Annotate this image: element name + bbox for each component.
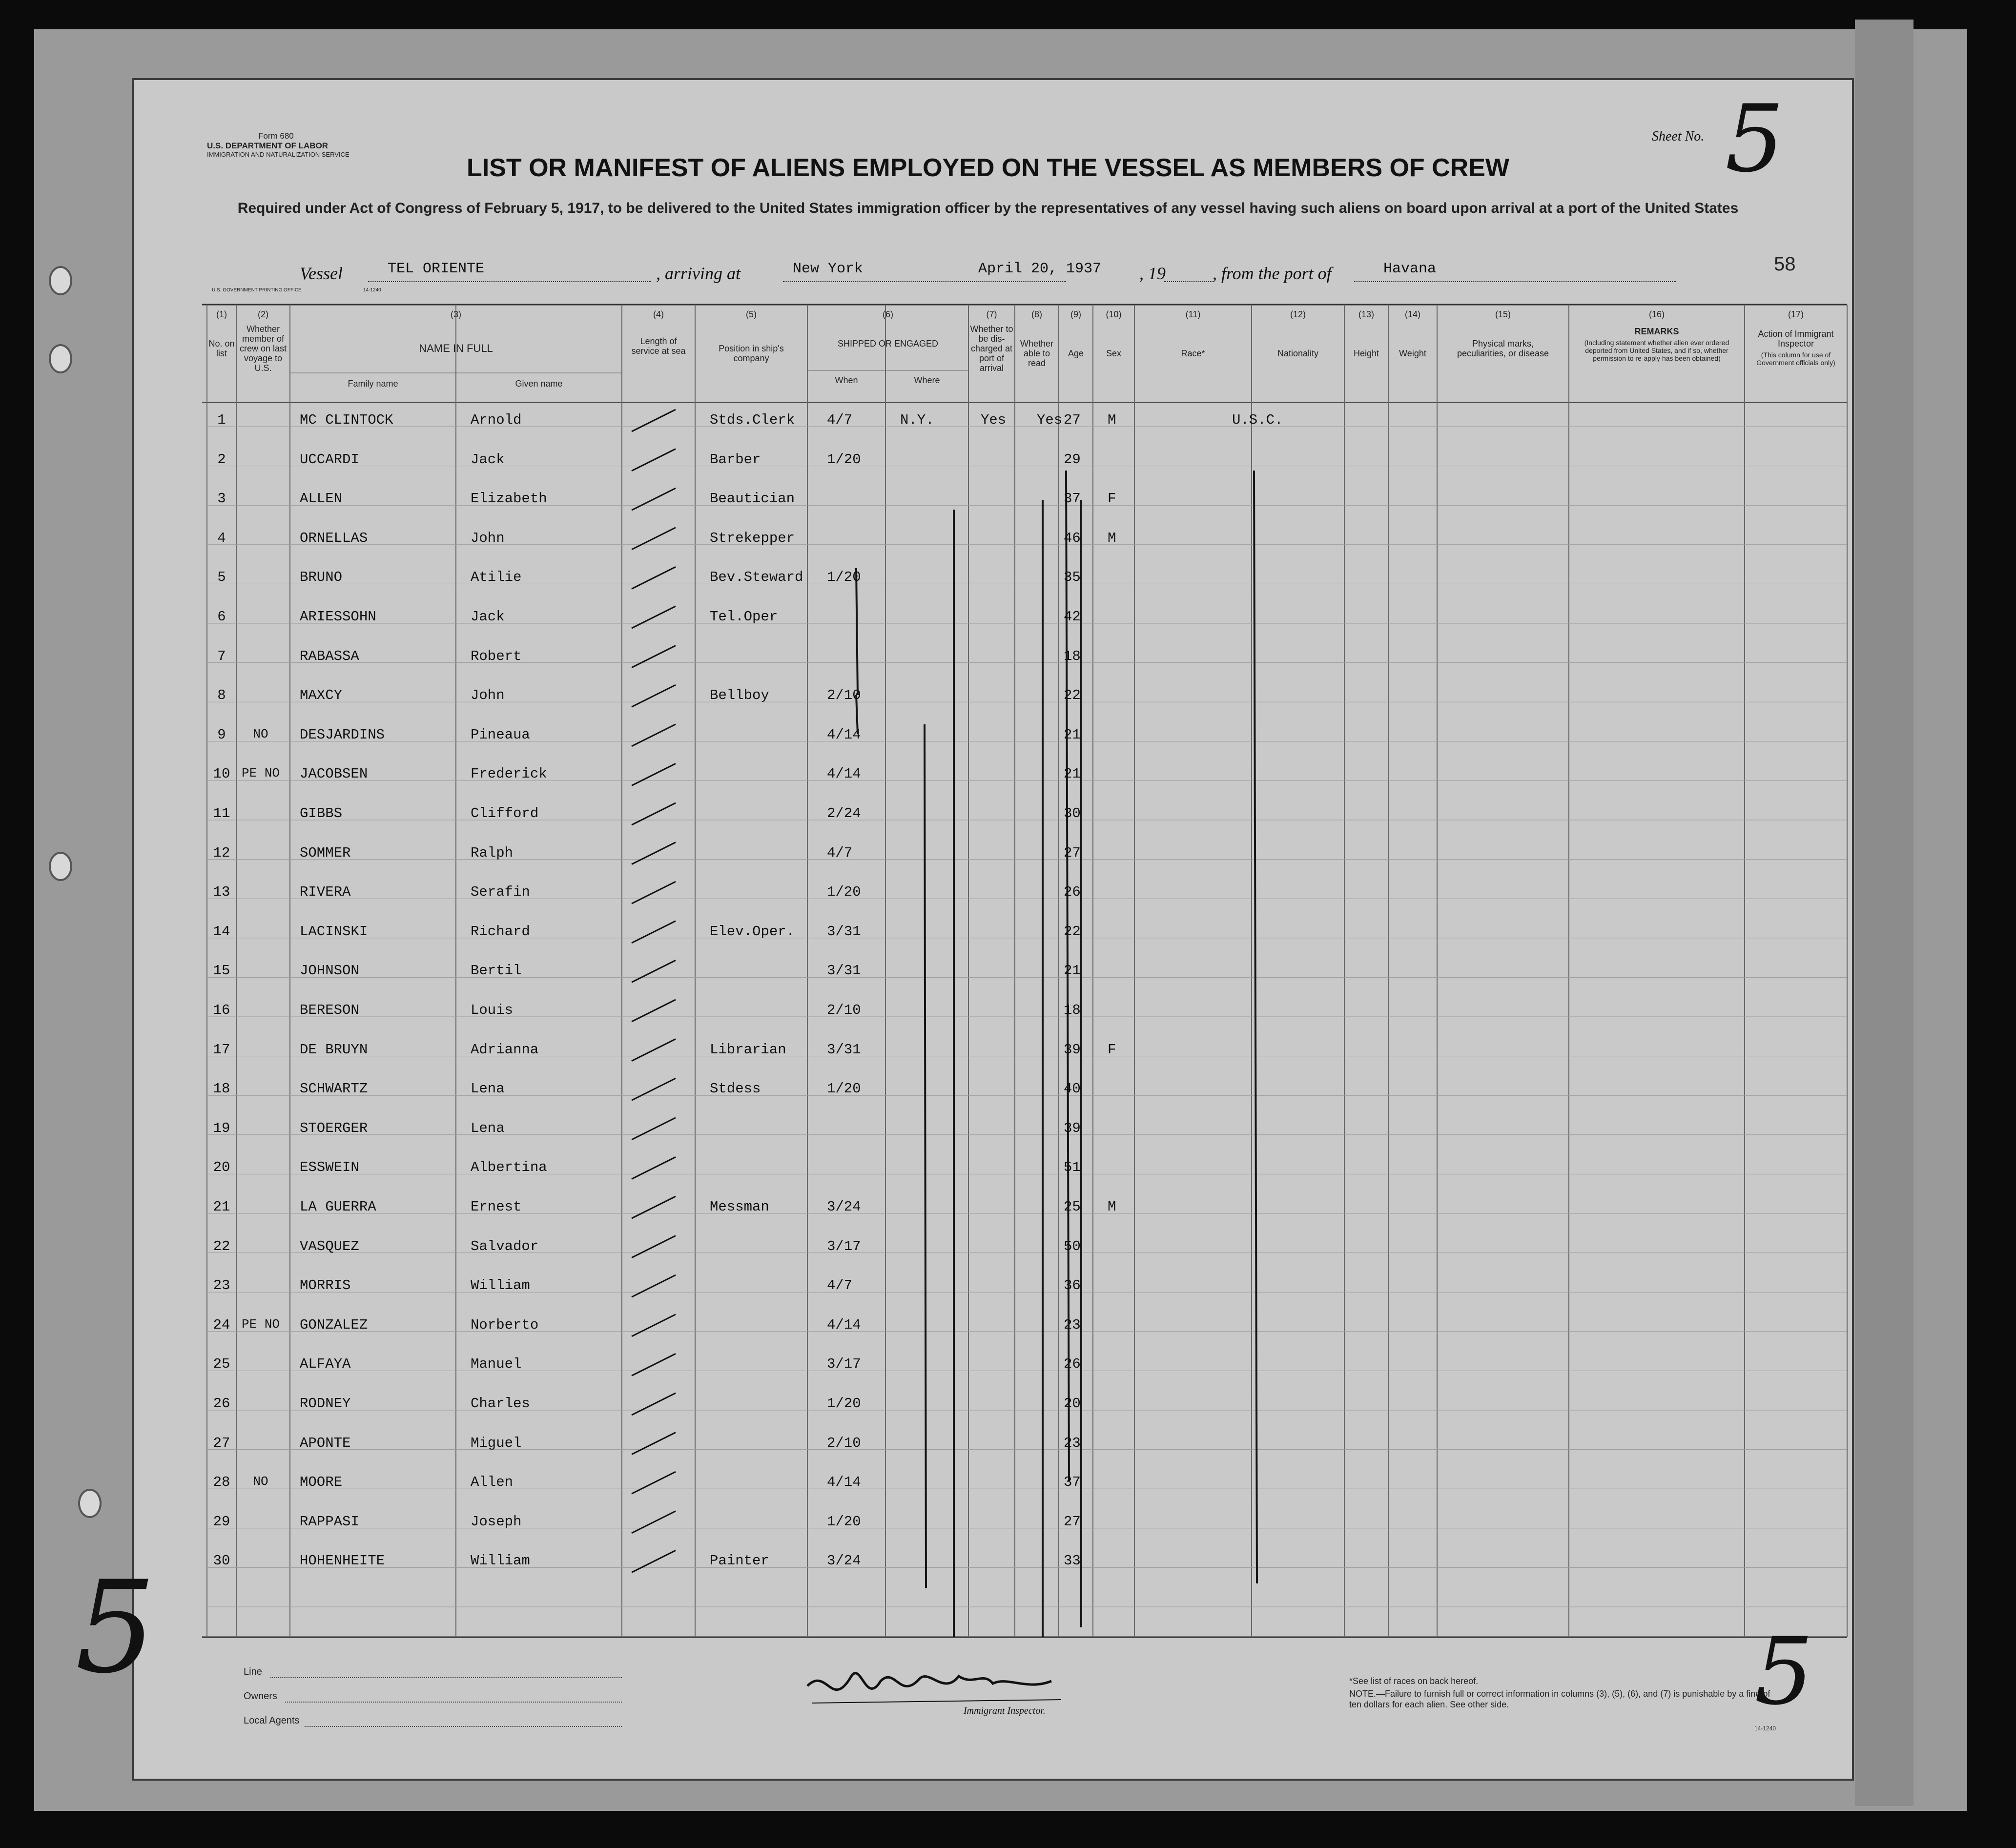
cell-discharged: Yes (981, 412, 1007, 428)
cell-age: 29 (1064, 451, 1081, 468)
vessel-label: Vessel (300, 264, 343, 283)
col3-family: Family name (348, 379, 398, 389)
cell-when: 3/24 (827, 1199, 861, 1215)
penalty-note: NOTE.—Failure to furnish full or correct information in columns (3), (5), (6), and (7) is punishable by a fine of ten dollars for each alien. See other side. (1349, 1689, 1770, 1709)
cell-when: 3/24 (827, 1553, 861, 1569)
service-length-mark (632, 606, 676, 628)
service-length-mark (632, 882, 676, 903)
col11-label: Race* (1181, 349, 1205, 358)
cell-age: 33 (1064, 1553, 1081, 1569)
cell-when: 4/14 (827, 1316, 861, 1333)
manifest-sheet (75, 78, 1854, 1781)
cell-when: 4/7 (827, 412, 853, 428)
cell-no: 22 (213, 1238, 230, 1254)
col1-num: (1) (216, 309, 227, 319)
owners-label: Owners (244, 1691, 277, 1702)
cell-given: Elizabeth (471, 491, 547, 507)
sheet-label: Sheet No. (1652, 129, 1705, 144)
cell-when: 1/20 (827, 451, 861, 468)
service-length-mark (632, 803, 676, 825)
cell-family: DESJARDINS (300, 726, 385, 743)
cell-prev: NO (253, 1474, 268, 1489)
cell-family: BERESON (300, 1002, 359, 1018)
cell-position: Elev.Oper. (710, 923, 795, 940)
cell-age: 23 (1064, 1435, 1081, 1451)
cell-prev: NO (253, 726, 268, 741)
cell-when: 3/31 (827, 923, 861, 940)
footer-print-code: 14-1240 (1754, 1725, 1776, 1732)
cell-position: Tel.Oper (710, 609, 778, 625)
cell-given: Bertil (471, 963, 522, 979)
cell-when: 3/31 (827, 963, 861, 979)
cell-age: 37 (1064, 1474, 1081, 1491)
year-label: , 19 (1139, 264, 1166, 283)
service-length-mark (632, 567, 676, 589)
cell-no: 21 (213, 1199, 230, 1215)
service-length-mark (632, 1236, 676, 1258)
service-length-mark (632, 724, 676, 746)
binder-hole (49, 266, 72, 295)
cell-no: 16 (213, 1002, 230, 1018)
cell-family: VASQUEZ (300, 1238, 359, 1254)
line-label: Line (244, 1666, 262, 1677)
service-length-mark (632, 685, 676, 707)
arrival-date: April 20, 1937 (978, 261, 1102, 277)
col3-given: Given name (515, 379, 563, 389)
col9-label: Age (1068, 349, 1084, 358)
cell-no: 25 (213, 1356, 230, 1373)
service-length-mark (632, 449, 676, 471)
page-number: 58 (1774, 253, 1796, 275)
service-length-mark (632, 488, 676, 510)
cell-given: Miguel (471, 1435, 522, 1451)
service-length-mark (632, 1314, 676, 1336)
cell-age: 18 (1064, 648, 1081, 664)
col7-num: (7) (986, 309, 997, 319)
cell-age: 46 (1064, 530, 1081, 546)
cell-age: 50 (1064, 1238, 1081, 1254)
cell-when: 4/14 (827, 726, 861, 743)
service-length-mark (632, 1196, 676, 1218)
cell-age: 26 (1064, 1356, 1081, 1373)
cell-age: 23 (1064, 1316, 1081, 1333)
cell-family: HOHENHEITE (300, 1553, 385, 1569)
agents-underline (305, 1726, 622, 1727)
cell-given: Serafin (471, 884, 530, 901)
cell-family: ESSWEIN (300, 1159, 359, 1176)
cell-position: Beautician (710, 491, 795, 507)
cell-family: LA GUERRA (300, 1199, 376, 1215)
cell-position: Stdess (710, 1081, 761, 1097)
cell-age: 40 (1064, 1081, 1081, 1097)
cell-age: 27 (1064, 844, 1081, 861)
cell-family: UCCARDI (300, 451, 359, 468)
col4-num: (4) (653, 309, 664, 319)
cell-family: ORNELLAS (300, 530, 368, 546)
cell-given: Ernest (471, 1199, 522, 1215)
cell-no: 12 (213, 844, 230, 861)
cell-no: 17 (213, 1041, 230, 1058)
cell-sex: F (1108, 491, 1116, 507)
races-note: *See list of races on back hereof. (1349, 1676, 1479, 1686)
col14-label: Weight (1399, 349, 1426, 358)
form-subtitle: Required under Act of Congress of February 5, 1917, to be delivered to the United States immigration officer by the representatives of any vessel having such aliens on board upon arrival at a port of the United States (237, 200, 1739, 216)
cell-when: 2/10 (827, 687, 861, 704)
cell-no: 13 (213, 884, 230, 901)
cell-read: Yes (1037, 412, 1063, 428)
ditto-stroke (1254, 471, 1257, 1583)
cell-position: Librarian (710, 1041, 786, 1058)
col7-label: Whether to be dis-charged at port of arrival (970, 324, 1013, 373)
cell-family: ALLEN (300, 491, 343, 507)
col17-num: (17) (1788, 309, 1804, 319)
col3-num: (3) (451, 309, 461, 319)
cell-no: 28 (213, 1474, 230, 1491)
cell-age: 27 (1064, 412, 1081, 428)
cell-no: 19 (213, 1120, 230, 1136)
cell-given: Allen (471, 1474, 514, 1491)
cell-family: GIBBS (300, 805, 343, 821)
cell-family: ARIESSOHN (300, 609, 376, 625)
cell-given: Norberto (471, 1316, 539, 1333)
service-length-mark (632, 921, 676, 943)
cell-age: 25 (1064, 1199, 1081, 1215)
cell-no: 7 (217, 648, 226, 664)
arriving-port: New York (793, 261, 864, 277)
cell-given: Manuel (471, 1356, 522, 1373)
cell-age: 42 (1064, 609, 1081, 625)
cell-no: 11 (213, 805, 230, 821)
cell-given: Clifford (471, 805, 539, 821)
col10-num: (10) (1106, 309, 1122, 319)
binder-hole (49, 852, 72, 881)
col2-num: (2) (258, 309, 268, 319)
col13-num: (13) (1358, 309, 1374, 319)
cell-when: 1/20 (827, 569, 861, 586)
cell-when: 4/7 (827, 1277, 853, 1294)
col6-label: SHIPPED OR ENGAGED (837, 339, 939, 349)
cell-family: GONZALEZ (300, 1316, 368, 1333)
cell-given: Albertina (471, 1159, 547, 1176)
cell-family: MOORE (300, 1474, 343, 1491)
cell-given: Louis (471, 1002, 514, 1018)
service-length-mark (632, 1157, 676, 1179)
cell-position: Painter (710, 1553, 769, 1569)
col17-note: (This column for use of Government officials only) (1756, 351, 1835, 367)
owners-underline (285, 1702, 622, 1703)
col11-num: (11) (1185, 309, 1201, 319)
cell-when: 2/10 (827, 1002, 861, 1018)
cell-no: 14 (213, 923, 230, 940)
col5-label: Position in ship's company (719, 344, 784, 363)
service-length-mark (632, 1550, 676, 1572)
agents-label: Local Agents (244, 1715, 300, 1726)
service-length-mark (632, 763, 676, 785)
cell-age: 27 (1064, 1513, 1081, 1530)
cell-when: 1/20 (827, 1396, 861, 1412)
ditto-stroke (925, 724, 926, 1588)
cell-family: JACOBSEN (300, 766, 368, 782)
service-length-mark (632, 960, 676, 982)
cell-family: ALFAYA (300, 1356, 351, 1373)
cell-where: N.Y. (900, 412, 934, 428)
cell-no: 15 (213, 963, 230, 979)
cell-when: 4/14 (827, 766, 861, 782)
col4-label: Length of service at sea (631, 336, 686, 356)
bottom-sheet-number: 5 (1754, 1618, 1813, 1725)
cell-given: Arnold (471, 412, 522, 428)
cell-no: 23 (213, 1277, 230, 1294)
col8-num: (8) (1031, 309, 1042, 319)
cell-given: William (471, 1553, 530, 1569)
cell-family: MC CLINTOCK (300, 412, 393, 428)
cell-given: Joseph (471, 1513, 522, 1530)
form-print-code: 14-1240 (363, 287, 381, 293)
cell-when: 1/20 (827, 1081, 861, 1097)
cell-prev: PE NO (241, 1316, 280, 1332)
cell-age: 22 (1064, 687, 1081, 704)
cell-family: MORRIS (300, 1277, 351, 1294)
cell-sex: M (1108, 530, 1116, 546)
cell-family: RODNEY (300, 1396, 351, 1412)
printing-office: U.S. GOVERNMENT PRINTING OFFICE (212, 287, 302, 293)
cell-family: LACINSKI (300, 923, 368, 940)
inspector-label: Immigrant Inspector. (964, 1705, 1046, 1716)
col15-num: (15) (1495, 309, 1511, 319)
col1-label: No. on list (208, 339, 235, 358)
col5-num: (5) (746, 309, 757, 319)
department: U.S. DEPARTMENT OF LABOR (207, 141, 329, 150)
cell-age: 35 (1064, 569, 1081, 586)
cell-given: John (471, 530, 505, 546)
col6-when: When (835, 375, 858, 385)
paper-edge (1855, 20, 1913, 1806)
from-port: Havana (1383, 261, 1437, 277)
service-length-mark (632, 528, 676, 550)
cell-given: Robert (471, 648, 522, 664)
service-length-mark (632, 1118, 676, 1140)
cell-family: BRUNO (300, 569, 343, 586)
cell-age: 39 (1064, 1120, 1081, 1136)
cell-family: JOHNSON (300, 963, 359, 979)
cell-position: Stds.Clerk (710, 412, 795, 428)
cell-position: Bellboy (710, 687, 769, 704)
cell-given: Richard (471, 923, 530, 940)
cell-when: 2/10 (827, 1435, 861, 1451)
cell-when: 3/31 (827, 1041, 861, 1058)
service-length-mark (632, 1039, 676, 1061)
cell-position: Barber (710, 451, 761, 468)
cell-no: 1 (217, 412, 226, 428)
col17-label: Action of Immigrant Inspector (1758, 329, 1834, 349)
col12-num: (12) (1290, 309, 1306, 319)
cell-position: Messman (710, 1199, 769, 1215)
cell-sex: M (1108, 412, 1116, 428)
service-length-mark (632, 410, 676, 431)
service-length-mark (632, 1354, 676, 1376)
cell-age: 21 (1064, 726, 1081, 743)
from-label: , from the port of (1213, 264, 1332, 283)
cell-age: 30 (1064, 805, 1081, 821)
service-length-mark (632, 1433, 676, 1455)
cell-given: Atilie (471, 569, 522, 586)
margin-number: 5 (75, 1554, 156, 1702)
cell-family: STOERGER (300, 1120, 368, 1136)
cell-sex: F (1108, 1041, 1116, 1058)
service-length-mark (632, 1472, 676, 1494)
cell-age: 51 (1064, 1159, 1081, 1176)
service: IMMIGRATION AND NATURALIZATION SERVICE (207, 151, 350, 158)
cell-age: 39 (1064, 1041, 1081, 1058)
cell-family: RABASSA (300, 648, 359, 664)
cell-no: 2 (217, 451, 226, 468)
cell-family: APONTE (300, 1435, 351, 1451)
cell-no: 10 (213, 766, 230, 782)
cell-family: RIVERA (300, 884, 351, 901)
cell-when: 3/17 (827, 1238, 861, 1254)
cell-when: 4/14 (827, 1474, 861, 1491)
cell-given: Jack (471, 609, 505, 625)
cell-no: 27 (213, 1435, 230, 1451)
ditto-stroke (856, 568, 858, 695)
col8-label: Whether able to read (1020, 339, 1054, 368)
cell-when: 1/20 (827, 884, 861, 901)
cell-position: Strekepper (710, 530, 795, 546)
cell-given: Ralph (471, 844, 514, 861)
service-length-mark (632, 842, 676, 864)
service-length-mark (632, 1511, 676, 1533)
cell-family: SOMMER (300, 844, 351, 861)
cell-age: 26 (1064, 884, 1081, 901)
col6-num: (6) (883, 309, 893, 319)
cell-no: 29 (213, 1513, 230, 1530)
col9-num: (9) (1070, 309, 1081, 319)
arriving-label: , arriving at (656, 264, 741, 283)
service-length-mark (632, 1393, 676, 1415)
service-length-mark (632, 646, 676, 668)
cell-no: 24 (213, 1316, 230, 1333)
col16-note: (Including statement whether alien ever ordered deported from United States, and if so, whether permission to re-apply has been obtained) (1584, 339, 1729, 362)
cell-no: 9 (217, 726, 226, 743)
cell-when: 4/7 (827, 844, 853, 861)
cell-no: 18 (213, 1081, 230, 1097)
cell-given: Adrianna (471, 1041, 539, 1058)
cell-given: Jack (471, 451, 505, 468)
cell-given: Lena (471, 1081, 505, 1097)
col3-label: NAME IN FULL (419, 342, 493, 354)
cell-no: 20 (213, 1159, 230, 1176)
cell-age: 36 (1064, 1277, 1081, 1294)
cell-given: Pineaua (471, 726, 530, 743)
cell-family: SCHWARTZ (300, 1081, 368, 1097)
form-number: Form 680 (258, 131, 294, 141)
cell-given: Charles (471, 1396, 530, 1412)
service-length-mark (632, 1000, 676, 1022)
cell-age: 18 (1064, 1002, 1081, 1018)
cell-age: 37 (1064, 491, 1081, 507)
col13-label: Height (1353, 349, 1379, 358)
cell-family: MAXCY (300, 687, 343, 704)
cell-no: 5 (217, 569, 226, 586)
vessel-name: TEL ORIENTE (388, 261, 485, 277)
cell-sex: M (1108, 1199, 1116, 1215)
service-length-mark (632, 1275, 676, 1297)
cell-family: RAPPASI (300, 1513, 359, 1530)
col16-label: REMARKS (1634, 327, 1679, 336)
cell-no: 8 (217, 687, 226, 704)
cell-nationality: U.S.C. (1232, 412, 1283, 428)
cell-age: 21 (1064, 963, 1081, 979)
cell-position: Bev.Steward (710, 569, 803, 586)
cell-no: 3 (217, 491, 226, 507)
cell-age: 20 (1064, 1396, 1081, 1412)
cell-when: 3/17 (827, 1356, 861, 1373)
col10-label: Sex (1106, 349, 1122, 358)
cell-no: 26 (213, 1396, 230, 1412)
cell-age: 21 (1064, 766, 1081, 782)
col16-num: (16) (1648, 309, 1665, 319)
cell-no: 6 (217, 609, 226, 625)
binder-hole (78, 1489, 102, 1518)
cell-no: 30 (213, 1553, 230, 1569)
cell-when: 1/20 (827, 1513, 861, 1530)
col6-where: Where (914, 375, 940, 385)
cell-when: 2/24 (827, 805, 861, 821)
cell-given: Frederick (471, 766, 547, 782)
line-underline (270, 1677, 622, 1678)
cell-given: Lena (471, 1120, 505, 1136)
form-title: LIST OR MANIFEST OF ALIENS EMPLOYED ON THE VESSEL AS MEMBERS OF CREW (467, 154, 1509, 182)
cell-no: 4 (217, 530, 226, 546)
col2-label: Whether member of crew on last voyage to U.S. (239, 324, 287, 373)
cell-given: Salvador (471, 1238, 539, 1254)
cell-given: John (471, 687, 505, 704)
cell-family: DE BRUYN (300, 1041, 368, 1058)
cell-age: 22 (1064, 923, 1081, 940)
sheet-number: 5 (1725, 85, 1784, 193)
cell-given: William (471, 1277, 530, 1294)
col14-num: (14) (1404, 309, 1420, 319)
col12-label: Nationality (1277, 349, 1319, 358)
service-length-mark (632, 1078, 676, 1100)
cell-prev: PE NO (241, 766, 280, 781)
col15-label: Physical marks, peculiarities, or disease (1457, 339, 1549, 358)
binder-hole (49, 344, 72, 373)
